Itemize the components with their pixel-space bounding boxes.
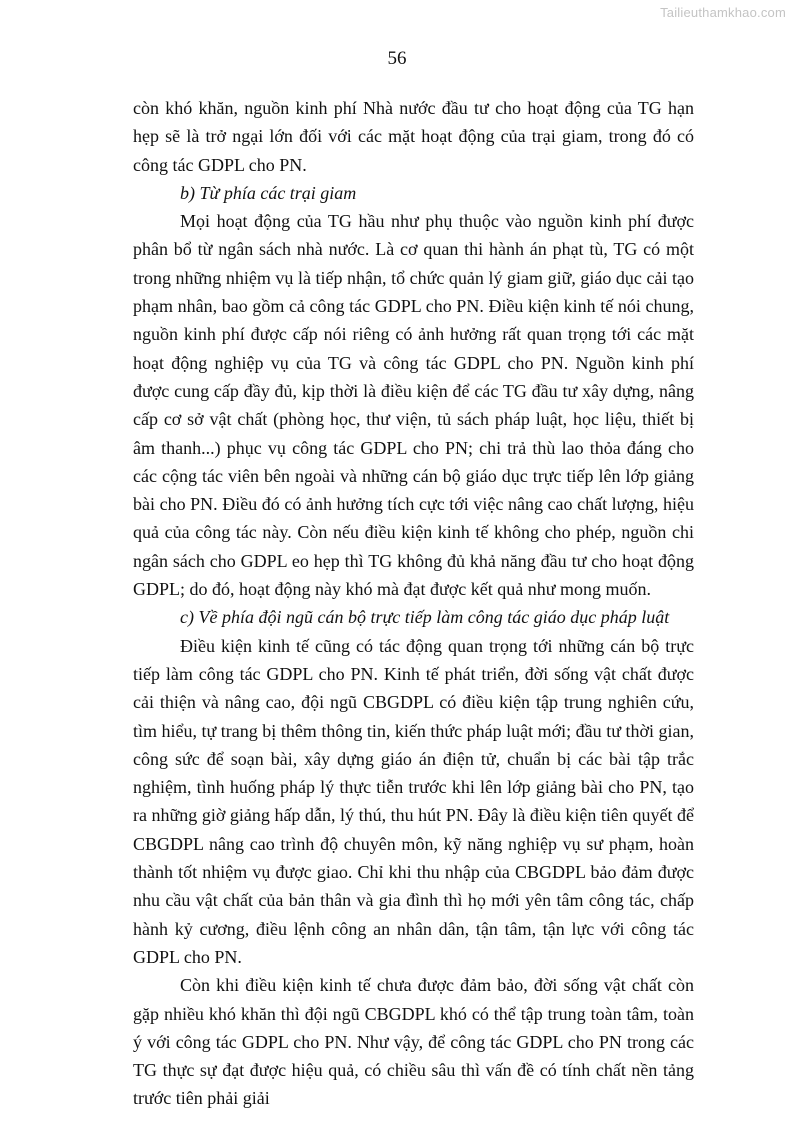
paragraph-conclusion: Còn khi điều kiện kinh tế chưa được đảm bảo, đời sống vật chất còn gặp nhiều khó khăn thì đội ngũ CBGDPL khó có thể tập trung toàn tâm, toàn ý với công tác GDPL cho PN. Như vậy, để công tác GDPL cho PN trong các TG thực sự đạt được hiệu quả, có chiều sâu thì vấn đề có tính chất nền tảng trước tiên phải giải <box>133 975 694 1109</box>
paragraph-staff-conditions: Điều kiện kinh tế cũng có tác động quan trọng tới những cán bộ trực tiếp làm công tác GDPL cho PN. Kinh tế phát triển, đời sống vật chất được cải thiện và nâng cao, đội ngũ CBGDPL có điều kiện tập trung nghiên cứu, tìm hiểu, tự trang bị thêm thông tin, kiến thức pháp luật mới; đầu tư thời gian, công sức để soạn bài, xây dựng giáo án điện tử, chuẩn bị các bài tập trắc nghiệm, tình huống pháp lý thực tiễn trước khi lên lớp giảng bài cho PN, tạo ra những giờ giảng hấp dẫn, lý thú, thu hút PN. Đây là điều kiện tiên quyết để CBGDPL nâng cao trình độ chuyên môn, kỹ năng nghiệp vụ sư phạm, hoàn thành tốt nhiệm vụ được giao. Chỉ khi thu nhập của CBGDPL bảo đảm được nhu cầu vật chất của bản thân và gia đình thì họ mới yên tâm công tác, chấp hành kỷ cương, điều lệnh công an nhân dân, tận tâm, tận lực với công tác GDPL cho PN. <box>133 635 694 967</box>
page-number: 56 <box>387 48 407 69</box>
paragraph-prison-funding: Mọi hoạt động của TG hầu như phụ thuộc vào nguồn kinh phí được phân bổ từ ngân sách nhà nước. Là cơ quan thi hành án phạt tù, TG có một trong những nhiệm vụ là tiếp nhận, tổ chức quản lý giam giữ, giáo dục cải tạo phạm nhân, bao gồm cả công tác GDPL cho PN. Điều kiện kinh tế nói chung, nguồn kinh phí được cấp nói riêng có ảnh hưởng rất quan trọng tới các mặt hoạt động nghiệp vụ của TG và công tác GDPL cho PN. Nguồn kinh phí được cung cấp đầy đủ, kịp thời là điều kiện để các TG đầu tư xây dựng, nâng cấp cơ sở vật chất (phòng học, thư viện, tủ sách pháp luật, học liệu, thiết bị âm thanh...) phục vụ công tác GDPL cho PN; chi trả thù lao thỏa đáng cho các cộng tác viên bên ngoài và những cán bộ giáo dục trực tiếp lên lớp giảng bài cho PN. Điều đó có ảnh hưởng tích cực tới việc nâng cao chất lượng, hiệu quả của công tác này. Còn nếu điều kiện kinh tế không cho phép, nguồn chi ngân sách cho GDPL eo hẹp thì TG không đủ khả năng đầu tư cho hoạt động GDPL; do đó, hoạt động này khó mà đạt được kết quả như mong muốn. <box>133 211 694 600</box>
watermark: Tailieuthamkhao.com <box>660 5 786 20</box>
document-body <box>133 94 694 1113</box>
paragraph-continuation: còn khó khăn, nguồn kinh phí Nhà nước đầu tư cho hoạt động của TG hạn hẹp sẽ là trở ngại lớn đối với các mặt hoạt động của trại giam, trong đó có công tác GDPL cho PN. <box>133 98 694 175</box>
subheading-c: c) Về phía đội ngũ cán bộ trực tiếp làm công tác giáo dục pháp luật <box>180 607 670 628</box>
subheading-b: b) Từ phía các trại giam <box>180 182 357 203</box>
